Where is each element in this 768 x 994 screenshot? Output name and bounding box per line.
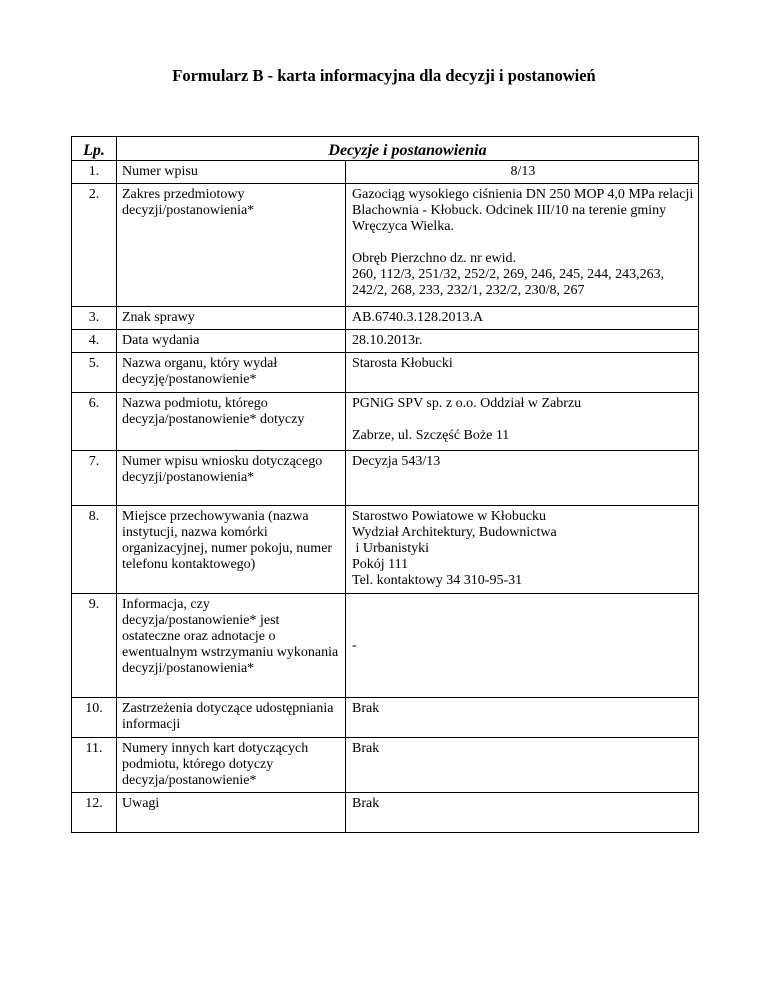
row-label: Numer wpisu wniosku dotyczącego decyzji/postanowienia* [117, 451, 346, 506]
row-number: 12. [72, 793, 117, 833]
table-row [72, 698, 699, 738]
value-paragraph: Obręb Pierzchno dz. nr ewid. [352, 251, 517, 266]
row-label: Uwagi [117, 793, 346, 833]
row-number: 4. [72, 330, 117, 353]
row-number: 7. [72, 451, 117, 506]
table-row [72, 451, 699, 506]
row-value: Starosta Kłobucki [346, 353, 699, 393]
row-number: 2. [72, 184, 117, 307]
value-paragraph: Zabrze, ul. Szczęść Boże 11 [352, 428, 510, 443]
value-line: Pokój 111 [352, 557, 409, 572]
value-line: i Urbanistyki [352, 541, 429, 556]
table-row [72, 161, 699, 184]
row-label: Nazwa organu, który wydał decyzję/postanowienie* [117, 353, 346, 393]
header-decisions: Decyzje i postanowienia [117, 137, 699, 161]
row-number: 1. [72, 161, 117, 184]
row-number: 11. [72, 738, 117, 793]
value-paragraph: PGNiG SPV sp. z o.o. Oddział w Zabrzu [352, 396, 582, 411]
row-value: - [346, 594, 699, 698]
row-label: Nazwa podmiotu, którego decyzja/postanowienie* dotyczy [117, 393, 346, 451]
row-value: AB.6740.3.128.2013.A [346, 307, 699, 330]
value-line: Wydział Architektury, Budownictwa [352, 525, 557, 540]
table-row [72, 307, 699, 330]
row-label: Znak sprawy [117, 307, 346, 330]
header-lp: Lp. [72, 137, 117, 161]
row-number: 8. [72, 506, 117, 594]
row-value [346, 393, 699, 451]
document-title: Formularz B - karta informacyjna dla decyzji i postanowień [172, 66, 596, 85]
row-number: 5. [72, 353, 117, 393]
row-value: Brak [346, 793, 699, 833]
row-number: 6. [72, 393, 117, 451]
table-row [72, 184, 699, 307]
row-value [346, 506, 699, 594]
row-number: 9. [72, 594, 117, 698]
table-row [72, 393, 699, 451]
row-label: Data wydania [117, 330, 346, 353]
row-value: Decyzja 543/13 [346, 451, 699, 506]
row-value: 28.10.2013r. [346, 330, 699, 353]
row-label: Miejsce przechowywania (nazwa instytucji, nazwa komórki organizacyjnej, numer pokoju, numer telefonu kontaktowego) [117, 506, 346, 594]
table-row [72, 594, 699, 698]
table-row [72, 506, 699, 594]
row-label: Zakres przedmiotowy decyzji/postanowienia* [117, 184, 346, 307]
table-header-row [72, 137, 699, 161]
row-label: Numery innych kart dotyczących podmiotu, którego dotyczy decyzja/postanowienie* [117, 738, 346, 793]
row-label: Informacja, czy decyzja/postanowienie* jest ostateczne oraz adnotacje o ewentualnym wstrzymaniu wykonania decyzji/postanowienia* [117, 594, 346, 698]
table-row [72, 353, 699, 393]
table-row [72, 793, 699, 833]
row-number: 10. [72, 698, 117, 738]
row-label: Zastrzeżenia dotyczące udostępniania informacji [117, 698, 346, 738]
row-value: 8/13 [346, 161, 699, 184]
row-value: Brak [346, 698, 699, 738]
value-paragraph: Gazociąg wysokiego ciśnienia DN 250 MOP 4,0 MPa relacji Blachownia - Kłobuck. Odcinek III/10 na terenie gminy Wręczyca Wielka. [352, 187, 694, 234]
decision-info-table [71, 136, 699, 833]
row-value [346, 184, 699, 307]
row-number: 3. [72, 307, 117, 330]
value-paragraph: 260, 112/3, 251/32, 252/2, 269, 246, 245, 244, 243,263, 242/2, 268, 233, 232/1, 232/2, 230/8, 267 [352, 267, 665, 298]
table-row [72, 330, 699, 353]
value-line: Tel. kontaktowy 34 310-95-31 [352, 573, 523, 588]
value-line: Starostwo Powiatowe w Kłobucku [352, 509, 547, 524]
row-label: Numer wpisu [117, 161, 346, 184]
table-row [72, 738, 699, 793]
row-value: Brak [346, 738, 699, 793]
